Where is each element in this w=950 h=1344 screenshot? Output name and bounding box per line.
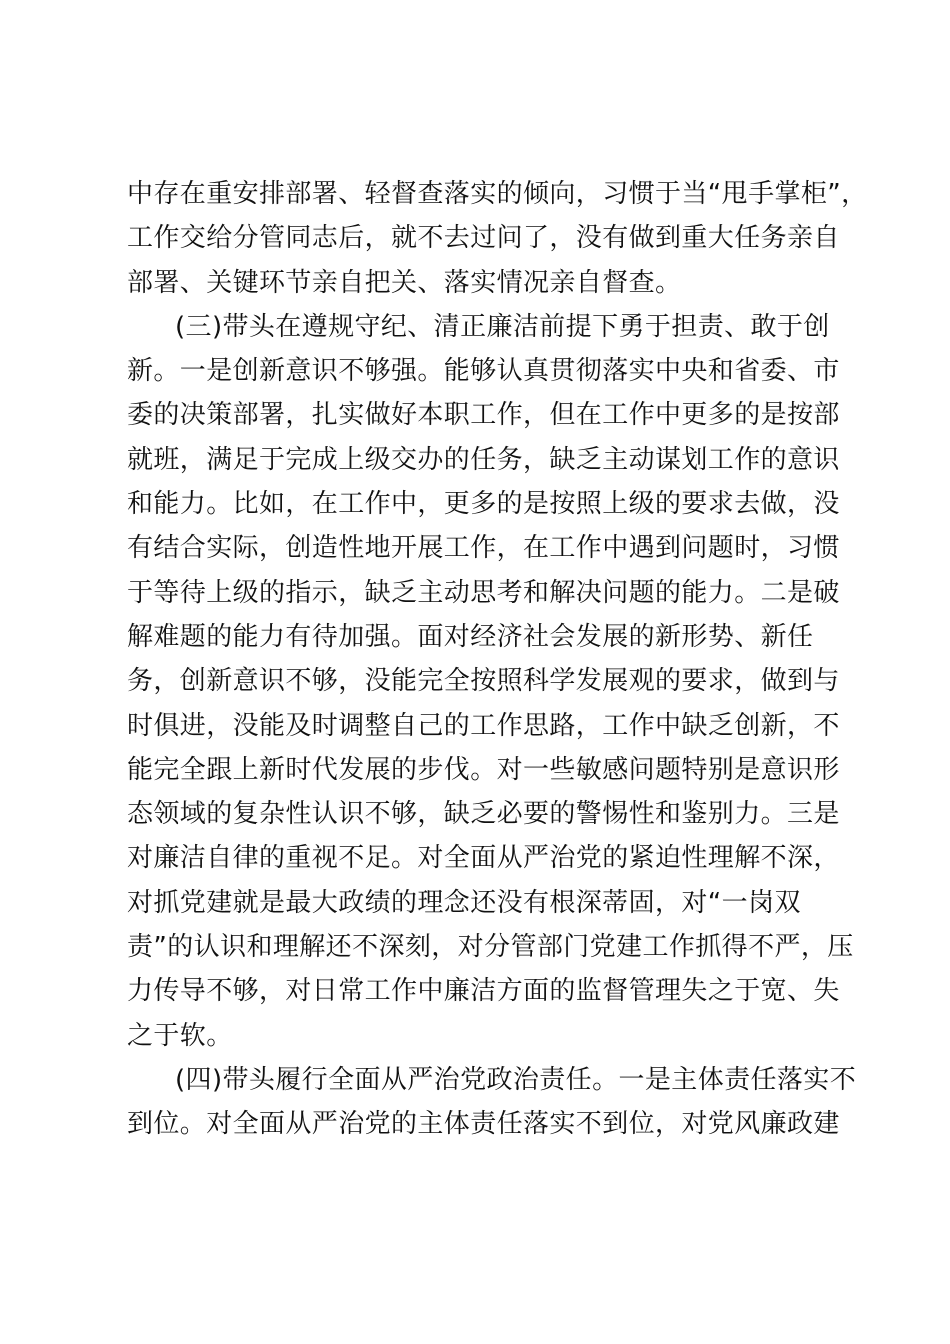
text-line: 力传导不够，对日常工作中廉洁方面的监督管理失之于宽、失 — [127, 976, 840, 1007]
text-line: 之于软。 — [127, 1020, 233, 1051]
text-line: 于等待上级的指示，缺乏主动思考和解决问题的能力。二是破 — [127, 577, 840, 608]
text-line: 委的决策部署，扎实做好本职工作，但在工作中更多的是按部 — [127, 400, 840, 431]
text-line: 部署、关键环节亲自把关、落实情况亲自督查。 — [127, 267, 682, 298]
section-heading-line: (四)带头履行全面从严治党政治责任。一是主体责任落实不 — [175, 1064, 857, 1095]
text-line: 到位。对全面从严治党的主体责任落实不到位，对党风廉政建 — [127, 1109, 840, 1140]
text-line: 中存在重安排部署、轻督查落实的倾向，习惯于当“甩手掌柜”， — [127, 179, 868, 209]
text-line: 能完全跟上新时代发展的步伐。对一些敏感问题特别是意识形 — [127, 754, 840, 785]
text-line: 务，创新意识不够，没能完全按照科学发展观的要求，做到与 — [127, 666, 840, 697]
text-line: 和能力。比如，在工作中，更多的是按照上级的要求去做，没 — [127, 489, 840, 520]
text-line: 解难题的能力有待加强。面对经济社会发展的新形势、新任 — [127, 621, 814, 652]
text-line: 态领域的复杂性认识不够，缺乏必要的警惕性和鉴别力。三是 — [127, 799, 840, 830]
text-line: 就班，满足于完成上级交办的任务，缺乏主动谋划工作的意识 — [127, 444, 840, 475]
text-line: 时俱进，没能及时调整自己的工作思路，工作中缺乏创新，不 — [127, 710, 840, 741]
text-line: 对廉洁自律的重视不足。对全面从严治党的紧迫性理解不深， — [127, 843, 840, 874]
text-line: 新。一是创新意识不够强。能够认真贯彻落实中央和省委、市 — [127, 356, 840, 387]
document-body — [127, 172, 868, 1147]
text-line: 工作交给分管同志后，就不去过问了，没有做到重大任务亲自 — [127, 223, 840, 254]
text-line: 有结合实际，创造性地开展工作，在工作中遇到问题时，习惯 — [127, 533, 840, 564]
section-heading-line: (三)带头在遵规守纪、清正廉洁前提下勇于担责、敢于创 — [175, 311, 830, 342]
text-line: 责”的认识和理解还不深刻，对分管部门党建工作抓得不严，压 — [127, 932, 854, 963]
text-line: 对抓党建就是最大政绩的理念还没有根深蒂固，对“一岗双 — [127, 887, 801, 918]
